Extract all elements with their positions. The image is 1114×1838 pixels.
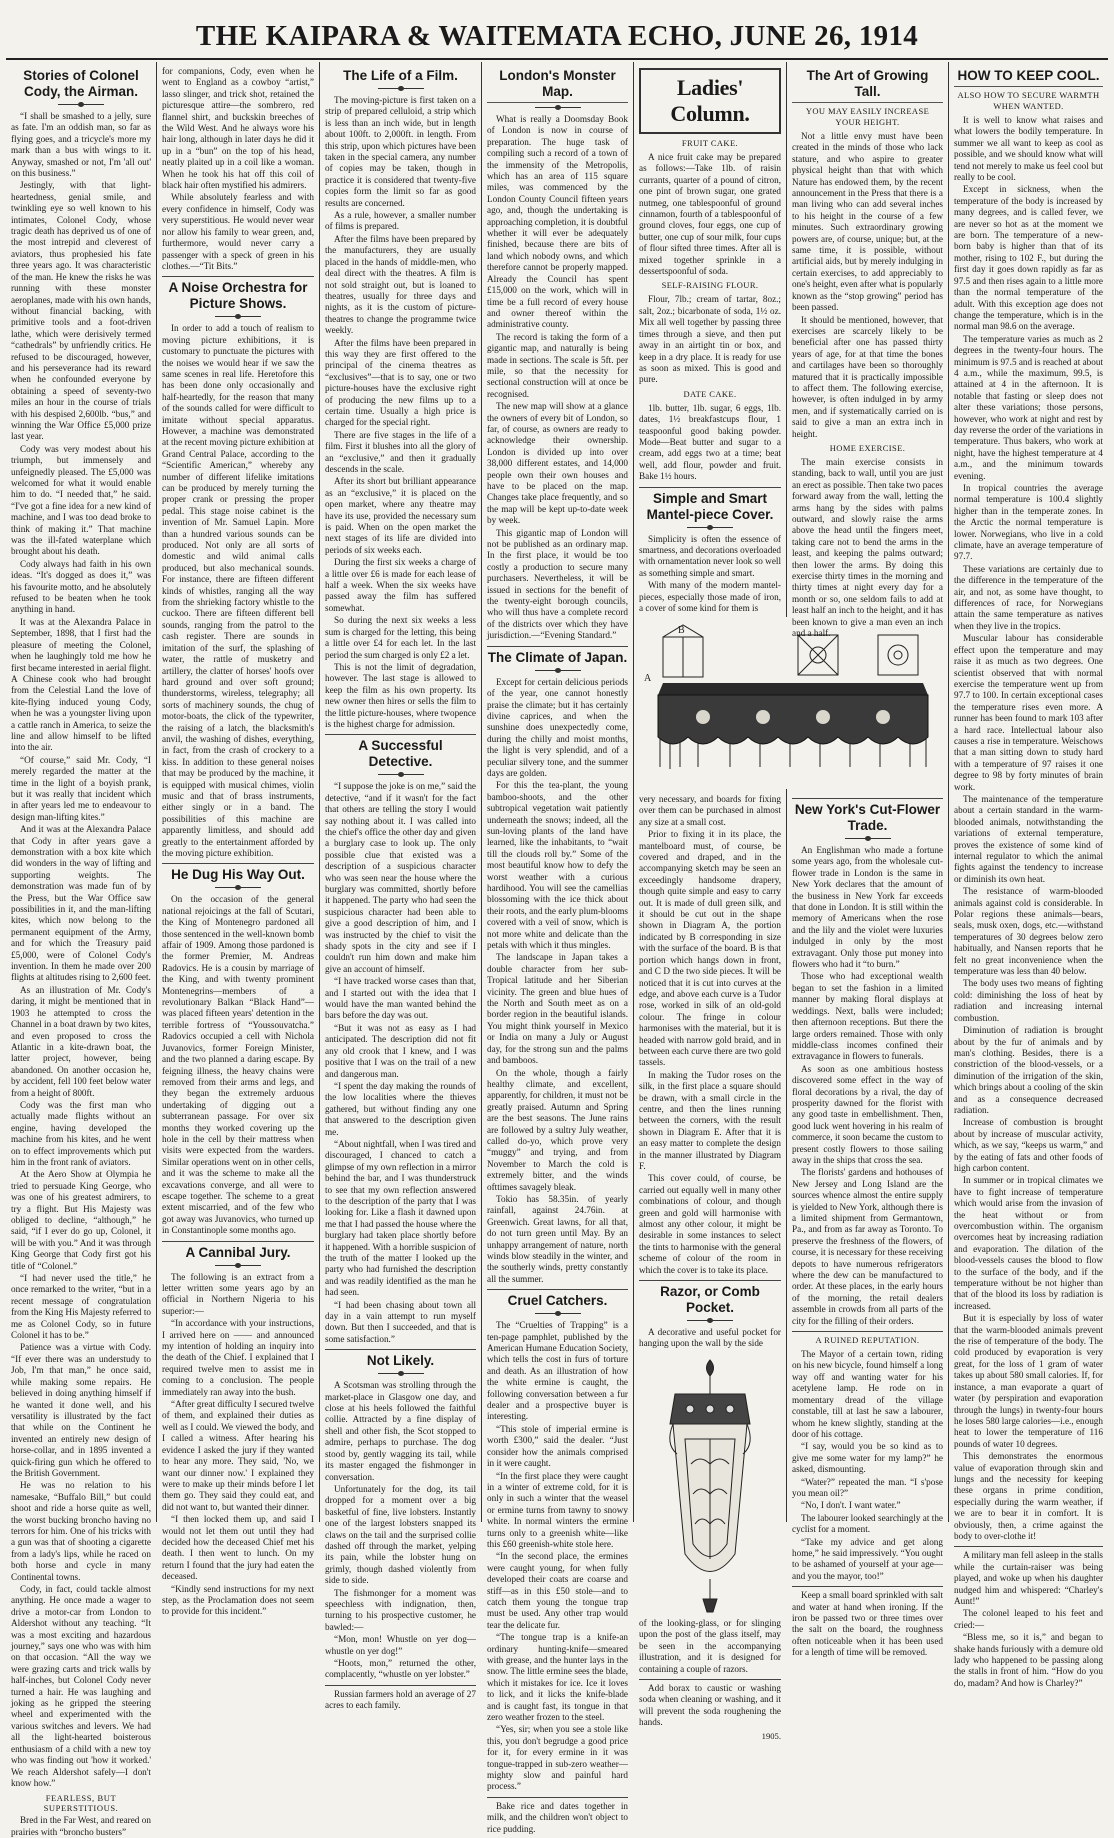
article-paragraph: very necessary, and boards for fixing over them can be purchased in almost any size at a small cost. [639, 794, 781, 827]
article-paragraph: “I had been chasing about town all day in a vain attempt to run myself down. But then I succeeded, and that is some satisfaction.” [325, 1299, 476, 1344]
article-paragraph: Increase of combustion is brought about by increase of muscular activity, which, as we say, “keeps us warm,” and by the eating of fats and other foods of high carbon content. [954, 1117, 1103, 1173]
heading-ornament [535, 105, 581, 110]
article-paragraph: These variations are certainly due to the difference in the temperature of the air, and not, as some have thought, to differences of race, for Norwegians attain the same temperature as natives when they live in the tropics. [954, 563, 1103, 631]
article-paragraph: Muscular labour has considerable effect upon the temperature and may raise it as much as two degrees. One scientist observed that with normal exercise the temperature went up from 97.7 to 100. In certain exceptional cases the temperature rises even more. A runner has been found to mark 103 after a hard race. Intellectual labour also causes a rise in temperature. Weischows that a man sitting down to study hard with a temperature of 97 raises it one degree to 98 by forty minutes of brain work. [954, 633, 1103, 792]
article-paragraph: As soon as one ambitious hostess discovered some effect in the way of floral decorations by a rival, the day of prosperity dawned for the florist with any good taste in embellishment. Then, good luck went hovering in his realm of commerce, it soon became the custom to present costly flowers to those sailing away in the ships that cross the sea. [792, 1063, 943, 1165]
article-paragraph: “In accordance with your instructions, I arrived here on —— and announced my intention of holding an inquiry into the death of the Chief. I explained that I required twelve men to assist me in coming to a conclusion. The people immediately ran away into the bush. [162, 1318, 314, 1397]
article-paragraph: He was no relation to his namesake, “Buffalo Bill,” but could shoot and ride a horse quite as well, the worst bucking broncho having no terrors for him. One of his tricks with a gun was that of shooting a cigarette from a lady's lips, while he raced on both horse and cycle in many Continental towns. [11, 1480, 151, 1582]
subheading-fearless: FEARLESS, BUT SUPERSTITIOUS. [43, 1793, 119, 1814]
article-divider [325, 1685, 476, 1686]
recipe-paragraph: 1lb. butter, 1lb. sugar, 6 eggs, 1lb. dates, 1½ breakfastcups flour, 1 teaspoonful good baking powder. Mode—Beat butter and sugar to a cream, add eggs two at a time; beat well, add flour, powder and fruit. Bake 1½ hours. [639, 402, 781, 482]
article-paragraph: While absolutely fearless and with every confidence in himself, Cody was very superstitious. He would never wear nor allow his family to wear green, and, furthermore, would never carry a passenger with a speck of green in his clothes.—“Tit Bits.” [162, 192, 314, 271]
article-paragraph: “Yes, sir; when you see a stole like this, you don't begrudge a good price for it, for every ermine in it was tongue-trapped in sub-zero weather—mighty slow and painful hard process.” [487, 1724, 628, 1792]
article-paragraph: for companions, Cody, even when he went to England as a cowboy “artist,” lasso slinger, and trick shot, retained the picturesque attire—the sombrero, red flannel shirt, and buckskin breeches of the Wild West. And he always wore his hair long, although in later days he did it up in a “bun” on the top of his head, neatly plaited up in a coil like a woman. When he took his hat off this coil of black hair often mystified his admirers. [162, 66, 314, 191]
article-paragraph: The “Cruelties of Trapping” is a ten-page pamphlet, published by the American Humane Education Society, which tells the cost in furs of torture and death. As an illustration of how the white ermine is caught, the following conversation between a fur dealer and a prospective buyer is interesting. [487, 1320, 628, 1422]
diagram-label-b: B [678, 625, 685, 636]
article-paragraph: As an illustration of Mr. Cody's daring, it might be mentioned that in 1903 he attempted to cross the Channel in a boat drawn by two kites, and even proposed to cross the Atlantic in a kite-drawn boat, the latter project, however, being abandoned. On another occasion he, by accident, fell 100 feet below water from a height of 800ft. [11, 984, 151, 1098]
article-paragraph: After the films have been prepared by the manufacturers, they are usually placed in the hands of middle-men, who deal direct with the theatres. A film is not sold straight out, but is loaned to theatres, usually for three days and nights, as it is the custom of picture-theatres to change the programme twice weekly. [325, 233, 476, 336]
article-paragraph: “But it was not as easy as I had anticipated. The description did not fit any old crook that I knew, and I was positive that I was on the trail of a new and dangerous man. [325, 1022, 476, 1079]
article-paragraph: Cody, in fact, could tackle almost anything. He once made a wager to drive a motor-car from London to Aldershot without any teaching. “It was a most exciting and hazardous journey,” says one who was with him on that occasion. “All the way we were grazing carts and trick walls by half-inches, but Colonel Cody never turned a hair. He was laughing and joking as he gripped the steering wheel and experimented with the various switches and levers. We had all the light-hearted boisterous enthusiasm of a child with a new toy who was finding out 'how it worked.' We reach Aldershot safely—I don't know how.” [11, 1584, 151, 1788]
article-paragraph: of the looking-glass, or for slinging upon the post of the glass itself, may be seen in the accompanying illustration, and it is designed for containing a couple of razors. [639, 1617, 781, 1674]
article-paragraph: In tropical countries the average normal temperature is 100.4 slightly higher than in the temperate zones. In the Arctic the normal temperature is lower. Norwegians, who live in a cold climate, have an average temperature of 97.7. [954, 483, 1103, 562]
article-paragraph: “Hoots, mon,” returned the other, complacently, “whustle on yer lobster.” [325, 1658, 476, 1680]
article-paragraph: “In the first place they were caught in a winter of extreme cold, for it is only in such a winter that the weasel or ermine turns from tawny to snowy white. In normal winters the ermine turns only to a greenish white—like this £60 greenish-white stole here. [487, 1470, 628, 1549]
article-paragraph: Patience was a virtue with Cody. “If ever there was an understudy to Job, I'm that man,” he once said, while making some repairs. He believed in doing anything himself if he wanted it done well, and his versatility is illustrated by the fact that while on the Continent he invented an entirely new design of horse-collar, and in 1895 invented a quick-firing gun which he offered to the British Government. [11, 1342, 151, 1478]
heading-ornament [378, 772, 424, 777]
article-heading-cody: Stories of Colonel Cody, the Airman. [23, 68, 139, 99]
filler-paragraph: Bake rice and dates together in milk, and the children won't object to rice pudding. [487, 1800, 628, 1834]
article-heading-map: London's Monster Map. [487, 68, 628, 103]
article-paragraph: The Mayor of a certain town, riding on his new bicycle, found himself a long way off and wanting water for his acetylene lamp. He rode on in momentary dread of the village constable, till at last he saw a labourer, whom he knew slightly, standing at the door of his cottage. [792, 1349, 943, 1439]
column-5-lower [634, 790, 786, 1741]
article-paragraph: A decorative and useful pocket for hanging upon the wall by the side [639, 1327, 781, 1349]
article-paragraph: Those who had exceptional wealth began to set the fashion in a limited manner by making floral displays at weddings. Next, balls were included; then afternoon receptions. But there the large orders remained. Those with only middle-class incomes confined their extravagance in flowers to funerals. [792, 971, 943, 1062]
article-paragraph: This cover could, of course, be carried out equally well in many other combinations of colour, and though green and gold will harmonise with almost any other colour, it might be desirable in some instances to select the tints to harmonise with the general scheme of colour of the room in which the cover is to take its place. [639, 1173, 781, 1275]
article-paragraph: Tokio has 58.35in. of yearly rainfall, against 24.76in. at Greenwich. Great lawns, for all that, do not turn green until May. By an unhappy arrangement of nature, north winds blow steadily in the winter, and the southerly winds, pretty constantly all the summer. [487, 1193, 628, 1284]
article-paragraph: “I had never used the title,” he once remarked to the writer, “but in a recent message of congratulation from the King His Majesty referred to me as Colonel Cody, so in future Colonel it has to be.” [11, 1273, 151, 1341]
article-heading-razor: Razor, or Comb Pocket. [660, 1284, 760, 1316]
column-1 [6, 62, 156, 1837]
article-paragraph: Cody was very modest about his triumph, but immensely and unfeignedly pleased. The £5,000 was welcomed for what it would enable him to do. “I needed that,” he said. “I've got a fine idea for a new kind of machine, and I was too dead broke to think of making it.” That machine was the ill-fated waterplane which brought about his death. [11, 443, 151, 557]
article-paragraph: “I shall be smashed to a jelly, sure as fate. I'm an oddish man, so far as flying goes, and a tricycle's more my mark than a bus with wings to it. Anyway, smashed or not, I'm 'all out' on this business.” [11, 111, 151, 179]
article-paragraph: The temperature varies as much as 2 degrees in the twenty-four hours. The minimum is 97.5 and is reached at about 4 a.m., while the maximum, 99.5, is attained at 4 in the afternoon. It is notable that fasting or sleep does not alter these variations; those persons, however, who work at night and rest by day reverse the order of the variations in temperature. Thus bakers, who work at night, have the highest temperature at 4 a.m., and the minimum towards evening. [954, 333, 1104, 481]
article-paragraph: This gigantic map of London will not be published as an ordinary map. In the first place, it would be too costly a production to secure many purchasers. Nevertheless, it will be issued in sections for the benefit of the twenty-eight borough councils, who will thus have a complete record of the districts over which they have jurisdiction.—“Evening Standard.” [487, 527, 628, 641]
article-divider [162, 863, 314, 864]
column-6 [787, 62, 948, 639]
article-paragraph: “Take my advice and get along home,” he said impressively. “You ought to be ashamed of yourself at your age—and you the mayor, too!” [792, 1536, 943, 1581]
column-4 [482, 62, 633, 1834]
article-paragraph: As a rule, however, a smaller number of films is prepared. [325, 210, 476, 232]
article-heading-likely: Not Likely. [366, 1353, 435, 1369]
subheading-tall: YOU MAY EASILY INCREASE YOUR HEIGHT. [805, 106, 930, 127]
column-3 [320, 62, 481, 1711]
article-paragraph: After its short but brilliant appearance as an “exclusive,” it is placed on the open market, where any theatre may have its use, provided the necessary sum is paid. When on the open market the next stages of its life are divided into periods of six weeks each. [325, 476, 476, 555]
article-paragraph: On the whole, though a fairly healthy climate, and excellent, apparently, for children, it must not be greatly praised. Autumn and Spring are the best seasons. The June rains are followed by a sultry July weather, called do-yo, which prove very “muggy” and trying, and from November to March the cold is extremely bitter, and the winds ofttimes savagely bleak. [487, 1067, 628, 1192]
heading-ornament [845, 836, 891, 841]
article-paragraph: So during the next six weeks a less sum is charged for the letting, this being a little over £4 for each let. In the last period the sum charged is only £2 a let. [325, 615, 476, 660]
column-2 [157, 62, 319, 1617]
article-paragraph: The moving-picture is first taken on a strip of prepared celluloid, a strip which is less than an inch wide, but in length about 100ft. to 2,000ft. in length. From this strip, upon which pictures have been taken in the special camera, any number of copies may be taken, though in practice it is considered that twenty-five copies form the limit so far as good results are concerned. [325, 95, 476, 208]
article-paragraph: Diminution of radiation is brought about by the fur of animals and by man's clothing. Besides, there is a constriction of the blood-vessels, or a diminution of the irrigation of the skin, which brings about a cooling of the skin and as a consequence decreased radiation. [954, 1025, 1103, 1115]
article-paragraph: At the Aero Show at Olympia he tried to persuade King George, who was one of his greatest admirers, to try a flight. But His Majesty was obliged to decline, “although,” he said, “if I ever do go up, Colonel, it will be with you.” And it was through King George that Cody first got his title of “Colonel.” [11, 1169, 151, 1271]
article-divider [639, 1679, 781, 1680]
heading-ornament [535, 1311, 581, 1316]
article-divider [792, 1331, 943, 1332]
anecdote-paragraph: The colonel leaped to his feet and cried:— [954, 1608, 1103, 1630]
article-paragraph: Unfortunately for the dog, its tail dropped for a moment over a big basketful of fine, live lobsters. Instantly one of the largest lobsters snapped its claws on the tail and the surprised collie dashed off through the market, yelping its pain, while the lobster hung on grimly, though dashed violently from side to side. [325, 1483, 476, 1586]
article-paragraph: The fishmonger for a moment was speechless with indignation, then, turning to his prospective customer, he bawled:— [325, 1587, 476, 1632]
newspaper-columns [6, 62, 1108, 1837]
article-paragraph: “In the second place, the ermines were caught young, for when fully developed their coats are coarse and stiff—as in this £50 stole—and to catch them young the tongue trap must be used. Any other trap would tear the delicate fur. [487, 1551, 628, 1630]
article-paragraph: And it was at the Alexandra Palace that Cody in after years gave a demonstration with a box kite which did wonders in the way of lifting and supporting weights. The demonstration was made fun of by the Press, but the War Office saw possibilities in it, and the man-lifting kites, which now belong to the permanent equipment of the Army, and for which the Treasury paid £5,000, were of Colonel Cody's invention. In them he made over 200 flights at altitudes rising to 2,600 feet. [11, 824, 151, 983]
mantelpiece-illustration [638, 617, 944, 789]
recipe-heading-fruit-cake: FRUIT CAKE. [681, 138, 739, 148]
diagram-label-a: A [644, 673, 652, 684]
heading-ornament [215, 885, 261, 890]
article-paragraph: “After great difficulty I secured twelve of them, and explained their duties as well as I could. We viewed the body, and I called a witness. After hearing his evidence I asked the jury if they wanted to hear any more. They said, 'No, we want our dinner now.' I explained they were to make up their minds before I let them go. They said they could eat, and did not want to, but wanted their dinner. [162, 1399, 314, 1512]
article-divider [639, 487, 781, 488]
article-divider [639, 1280, 781, 1281]
heading-ornament [687, 1318, 733, 1323]
article-paragraph: In order to add a touch of realism to moving picture exhibitions, it is customary to punctuate the pictures with the noises we would hear if we saw the same scenes in real life. Heretofore this has been done only occasionally and half-heartedly, for the reason that many of the sounds called for were difficult to imitate without special apparatus. However, a machine was demonstrated at the recent moving picture exhibition at Grand Central Palace, according to the “Scientific American,” whereby any number of different lifelike imitations can be produced by merely turning the proper crank or pressing the proper pedal. This stage noise cabinet is the invention of Mr. Samuel Lapin. More than a hundred various sounds can be produced. Not only are all sorts of domestic and wild animal calls produced, but also mechanical sounds. For instance, there are fifteen different kinds of whistles, ranging all the way from the shrieking factory whistle to the cuckoo. There are fifteen different bell sounds, ranging from the patrol to the cash register. There are sounds in imitation of the surf, the splashing of water, the rattle of musketry and artillery, the clatter of horses' hoofs over hard ground and over soft ground; thunderstorms, wireless, telegraphy; all sorts of machinery sounds, the chug of motor-boats, the click of the typewriter, the raising of a latch, the blacksmith's anvil, the washing of dishes, everything, in fact, from the crash of crockery to a kiss. In addition to these general noises that may be produced by the machine, it is equipped with musical chimes, violin music and that of brass instruments, either singly or in a band. The possibilities of this machine are apparently limitless, and should add greatly to the entertainment afforded by the moving picture exhibition. [162, 323, 314, 858]
filler-paragraph: Russian farmers hold an average of 27 acres to each family. [325, 1688, 476, 1711]
article-divider [487, 1797, 628, 1798]
article-heading-japan: The Climate of Japan. [487, 649, 628, 665]
heading-ornament [535, 668, 581, 673]
article-heading-dug: He Dug His Way Out. [171, 867, 305, 883]
article-paragraph: It was at the Alexandra Palace in September, 1898, that I first had the pleasure of meeting the Colonel, when he laughingly told me how he first became interested in aerial flight. A Chinese cook who had brought from the Celestial Land the love of kite-flying induced young Cody, when he was a youngster living upon a cattle ranch in America, to seize the line and allow himself to be lifted into the air. [11, 616, 151, 753]
article-paragraph: A Scotsman was strolling through the market-place in Glasgow one day, and close at his heels followed the faithful collie. Attracted by a fine display of shell and other fish, the Scot stopped to admire, perhaps to purchase. The dog stood by, gently wagging its tail, while its master engaged the fishmonger in conversation. [325, 1380, 476, 1482]
anecdote-paragraph: “Bless me, so it is,” and began to shake hands furiously with a demure old lady who happened to be passing along the stalls in front of him. “How do you do, madam? And how is Charley?” [954, 1632, 1104, 1688]
article-paragraph: “The tongue trap is a knife-an ordinary hunting-knife—smeared with grease, and the hunter lays in the snow. The little ermine sees the blade, which it mistakes for ice. Ice it loves to lick, and it licks the knife-blade and is caught fast, its tongue in that zero weather frozen to the steel. [487, 1632, 628, 1723]
article-divider [325, 1349, 476, 1350]
recipe-heading-date-cake: DATE CAKE. [683, 388, 737, 399]
subheading-home-exercise: HOME EXERCISE. [829, 442, 906, 453]
article-paragraph: “Water?” repeated the man. “I s'pose you mean oil?” [792, 1476, 943, 1498]
newspaper-title: THE KAIPARA & WAITEMATA ECHO, JUNE 26, 1914 [195, 20, 919, 52]
article-paragraph: Not a little envy must have been created in the minds of those who lack stature, and who aspire to greater physical height than that with which Nature has endowed them, by the recent announcement in the Press that there is a man living who can add several inches to his height in the course of a few minutes. Such extraordinary growing powers are, of course, unique; but, at the same time, it is possible, without artificial aids, but by merely indulging in certain exercises, to add appreciably to one's height, even after what is popularly known as the “stop growing” period has been passed. [792, 131, 943, 313]
heading-ornament [215, 314, 261, 319]
filler-paragraph: Add borax to caustic or washing soda when cleaning or washing, and it will prevent the soda roughening the hands. [639, 1682, 781, 1728]
masthead-rule [6, 58, 1108, 60]
column-6-lower [787, 790, 948, 1658]
article-heading-tall: The Art of Growing Tall. [792, 68, 943, 103]
article-divider [487, 1289, 628, 1290]
article-paragraph: Except in sickness, when the temperature of the body is increased by many degrees, and is called fever, we are never so hot as at the moment we are born. The temperature of a new-born baby is higher than that of its mother, rising to 102 F., but during the first day it goes down rapidly as far as 97.5 and then rises again to a little more than the normal temperature of the adult. With this exception age does not change the temperature, which is in the normal man 98.6 on the average. [954, 184, 1103, 332]
article-paragraph: With many of the modern mantel-pieces, especially those made of iron, a cover of some kind for them is [639, 580, 781, 613]
article-paragraph: It should be mentioned, however, that exercises are scarcely likely to be beneficial after one has passed thirty years of age, for at that time the bones and cartilages have been so thoroughly matured that it is practically impossible to affect them. The following exercise, however, is often indulged in by army men, and if systematically carried on is said to give a man an extra inch in height. [792, 314, 943, 439]
article-paragraph: Simplicity is often the essence of smartness, and decorations overloaded with ornamentation never look so well as something simple and smart. [639, 533, 781, 578]
article-paragraph: Bred in the Far West, and reared on prairies with “broncho busters” [11, 1815, 151, 1837]
article-paragraph: The main exercise consists in standing, back to wall, until you are just an erect as possible. Then take two paces forward away from the wall, letting the arms hang by the sides with palms outward, and slowly raise the arms above the head until the fingers meet, taking care not to bend the arms in the least, and keeping the palms outward; then lower the arms. By doing this exercise thirty times in the morning and thirty times at night every day for a month or so, one seldom fails to add at least half an inch to the height, and it has been known to give a man even an inch and a half. [792, 456, 943, 639]
article-paragraph: The body uses two means of fighting cold: diminishing the loss of heat by radiation and increasing internal combustion. [954, 978, 1103, 1023]
article-paragraph: In summer or in tropical climates we have to fight increase of temperature which would arise from the invasion of the heat without or from overcombustion within. The organism overcomes heat by increasing radiation and evaporation. The dilation of the blood-vessels causes the blood to flow to the surface of the body, and if the temperature without be not higher than that of the blood its loss by radiation is increased. [954, 1175, 1103, 1311]
article-paragraph: In making the Tudor roses on the silk, in the first place a square should be drawn, with a small circle in the centre, and then the lines running between the corners, with the result shown in Diagram E. After that it is an easy matter to complete the design in the manner illustrated by Diagram F. [639, 1069, 781, 1171]
recipe-paragraph: Flour, 7lb.; cream of tartar, 8oz.; salt, 2oz.; bicarbonate of soda, 1½ oz. Mix all well together by passing three times through a sieve, and then put away in an airtight tin or box, and keep in a dry place. It is ready for use as soon as mixed. This is good and pure. [639, 294, 781, 385]
article-divider [162, 276, 314, 277]
article-divider [487, 646, 628, 647]
article-paragraph: “About nightfall, when I was tired and discouraged, I chanced to catch a glimpse of my own reflection in a mirror behind the bar, and I was thunderstruck to see that my own reflection answered to the description of the party that I was looking for. Like a flash it dawned upon me that I had passed the house where the burglary had taken place shortly before it happened. With a horrible suspicion of the truth of the matter I looked up the party who had furnished the description and was readily identified as the man he had seen. [325, 1138, 476, 1298]
article-paragraph: The new map will show at a glance the owners of every bit of London, so far, of course, as owners are ready to acknowledge their ownership. London is divided up into over 38,000 different estates, and 14,000 people own their own houses and have to be placed on the map. Changes take place frequently, and so the map will be kept up-to-date week by week. [487, 401, 628, 526]
subheading-ruined-reputation: A RUINED REPUTATION. [815, 1335, 920, 1346]
article-paragraph: An Englishman who made a fortune some years ago, from the wholesale cut-flower trade in London is the same in New York declares that the amount of the business in New York far exceeds that done in London. It is still within the memory of Americans when the rose and the lily and the violet were luxuries indulged in only by the most extravagant. Only those put money into flowers who had it “to burn.” [792, 845, 943, 970]
mantelpiece-cover-drawing [638, 617, 944, 789]
article-paragraph: It is well to know what raises and what lowers the bodily temperature. In summer we all want to keep as cool as possible, and we should know what will tend not merely to make us feel cool but really to be cool. [954, 115, 1103, 183]
filler-paragraph: Keep a small board sprinkled with salt and water at hand when ironing. If the iron be passed two or three times over the salt on the board, the roughness often noticeable when it has been used for a length of time will be removed. [792, 1590, 943, 1658]
article-divider [162, 1241, 314, 1242]
article-paragraph: This demonstrates the enormous value of evaporation through skin and lungs and the necessity for keeping these organs in prime condition, especially during the warm weather, if we are to bear it in comfort. It is obviously, then, a crime against the body to over-clothe it! [954, 1451, 1103, 1541]
recipe-heading-flour: SELF-RAISING FLOUR. [661, 280, 759, 291]
masthead [0, 0, 1114, 62]
heading-ornament [378, 86, 424, 91]
article-heading-jury: A Cannibal Jury. [185, 1244, 291, 1260]
article-paragraph: For this the tea-plant, the young bamboo-shoots, and the other subtropical vegetation wait patiently underneath the snows; indeed, all the sun-loving plants of the land have learned, like the inhabitants, to “wait till the clouds roll by.” Some of the most beautiful know how to defy the worst weather with a curious hardihood. You will see the camellias blossoming with the ice thick about their roots, and the early plum-blooms covered with a veil of snow, which is not more white and delicate than the petals with which it thus mingles. [487, 780, 628, 951]
article-paragraph: Prior to fixing it in its place, the mantelboard must, of course, be covered and draped, and in the accompanying sketch may be seen an exceedingly handsome drapery, though quite simple and easy to carry out. It is made of dull green silk, and it should be cut out in the shape shown in Diagram A, the portion indicated by B corresponding in size with the surface of the board. B is that portion which hangs down in front, and C D the two side pieces. It will be noticed that it is cut into curves at the edge, and above each curve is a Tudor rose, worked in silk of an old-gold colour. The fringe in colour harmonises with the material, but it is headed with narrow gold braid, and in between each curve there are two gold tassels. [639, 829, 781, 1068]
heading-ornament [687, 525, 733, 530]
article-paragraph: The maintenance of the temperature about a certain standard in the warm-blooded animals, notwithstanding the variations of external temperature, proves the existence of some kind of internal regulator to which the animal fights against the tendency to increase or diminish its own heat. [954, 793, 1103, 884]
article-paragraph: The florists' gardens and hothouses of New Jersey and Long Island are the sources whence almost the entire supply is yielded to New York, although there is a limited shipment from Germantown, Pa., and from as far away as Toronto. To preserve the freshness of the flowers, of course, it is necessary for these receiving depots to have numerous refrigerators where the dew can be manufactured to order. At these places, in the early hours of the morning, the retail dealers assemble in crowds from all parts of the city for the filling of their orders. [792, 1167, 943, 1326]
article-heading-ladies: Ladies' Column. [670, 75, 750, 126]
heading-ornament [215, 1263, 261, 1268]
article-paragraph: “I then locked them up, and said I would not let them out until they had decided how the deceased Chief met his death. I then went to lunch. On my return I found that the jury had eaten the deceased. [162, 1514, 314, 1582]
heading-ornament [58, 102, 104, 107]
razor-pocket-illustration [655, 1354, 765, 1614]
article-divider [325, 734, 476, 735]
article-paragraph: Except for certain delicious periods of the year, one cannot honestly praise the climate; but it has certainly divine caprices, and when the sunshine does unexpectedly come, during the chilly and moist months, the light is very splendid, and of a peculiar silvery tone, and the summer days are golden. [487, 676, 628, 778]
article-divider [954, 1546, 1103, 1547]
article-paragraph: “Mon, mon! Whustle on yer dog—whustle on yer dog!” [325, 1634, 476, 1656]
article-paragraph: The landscape in Japan takes a double character from her sub-Tropical latitude and her Siberian vicinity. The green and blue hues of the North and South meet as on a border region in the beautiful islands. You might think yourself in Mexico or India on many a July or August day, for the strong sun and the palms and bamboos. [487, 952, 628, 1066]
article-paragraph: The resistance of warm-blooded animals against cold is considerable. In Polar regions these animals—bears, seals, musk oxen, dogs, etc.—withstand temperatures of 30 degrees below zero habitually, and Nansen reports that he felt no great inconvenience when the temperature was less than 40 below. [954, 886, 1103, 977]
article-divider [792, 1586, 943, 1587]
article-paragraph: After the films have been prepared in this way they are first offered to the principal of the cinema theatres as “exclusives”—that is to say, one or two picture-houses have the exclusive right of producing the new films up to a certain time. Usually a high price is charged for the special right. [325, 337, 476, 428]
article-paragraph: “Of course,” said Mr. Cody, “I merely regarded the matter at the time in the light of a boyish prank, but it was really that incident which in after years led me to endeavour to design man-lifting kites.” [11, 754, 151, 822]
article-paragraph: This is not the limit of degradation, however. The last stage is allowed to keep the film as his own property. Its new owner then hires or sells the film to the little picture-houses, where twopence is the highest charge for admission. [325, 661, 476, 729]
footnote-number: 1905. [761, 1730, 781, 1741]
article-paragraph: What is really a Doomsday Book of London is now in course of preparation. The huge task of compiling such a record of a town of the immensity of the Metropolis, which has an area of 115 square miles, was commenced by the London County Council fifteen years ago, and, though the undertaking is approaching completion, it is doubtful whether it will ever be adequately finished, because there are bits of land which nobody owns, and which therefore cannot be properly mapped. Already the Council has spent £15,000 on the work, which will in time be a full record of every house and owner thereof within the administrative county. [487, 114, 628, 330]
article-paragraph: “I have tracked worse cases than that, and I started out with the idea that I would have the man wanted behind the bars before the day was out. [325, 976, 476, 1021]
article-paragraph: Jestingly, with that light-heartedness, genial smile, and twinkling eye so well known to his intimates, Colonel Cody, whose tragic death has deprived us of one of the most intrepid and cleverest of aviators, thus prophesied his fate three years ago. It was characteristic of the man. He knew the risks he was running with these monster aeroplanes, made with his own hands, without financial backing, with primitive tools and a foot-driven lathe, which were derisively termed “cathedrals” by unfriendly critics. He refused to be discouraged, however, and his perseverance had its reward when he confounded everyone by obtaining a speed of seventy-two miles an hour in the course of trials with his despised 2,600lb. “bus,” and winning the War Office £5,000 prize last year. [11, 180, 151, 442]
article-heading-film: The Life of a Film. [343, 68, 458, 83]
article-paragraph: During the first six weeks a charge of a little over £6 is made for each lease of half a week. When the six weeks have passed away the film has suffered somewhat. [325, 557, 476, 613]
article-heading-detective: A Successful Detective. [358, 738, 443, 770]
article-paragraph: The record is taking the form of a gigantic map, and naturally is being made in sections. The scale is 5ft. per mile, so that the necessity for sectional construction will at once be recognised. [487, 331, 628, 399]
article-paragraph: But it is especially by loss of water that the warm-blooded animals prevent the rise of temperature of the body. The cold produced by evaporation is very great, for the loss of 1 gram of water takes up about 580 small calories. If, for instance, a man evaporate a quart of water (by perspiration and evaporation through the lungs) in twenty-four hours he loses 580 large calories—i.e., enough heat to lower the temperature of 116 pounds of water 10 degrees. [954, 1313, 1103, 1449]
article-heading-cruel: Cruel Catchers. [507, 1293, 608, 1309]
subheading-keep-cool: ALSO HOW TO SECURE WARMTH WHEN WANTED. [957, 90, 1100, 111]
article-heading-new-york: New York's Cut-Flower Trade. [794, 802, 941, 833]
article-paragraph: “I say, would you be so kind as to give me some water for my lamp?” he asked, dismounting. [792, 1441, 943, 1475]
article-paragraph: Cody was the first man who actually made flights without an engine, having developed the machine from his kites, and he went on to effect improvements which put him in the front rank of aviators. [11, 1099, 151, 1167]
article-heading-noise: A Noise Orchestra for Picture Shows. [168, 280, 308, 312]
article-paragraph: The labourer looked searchingly at the cyclist for a moment. [792, 1512, 943, 1535]
recipe-paragraph: A nice fruit cake may be prepared as follows:—Take 1lb. of raisin currants, quarter of a pound of citron, one pint of brown sugar, one grated nutmeg, one tablespoonful of ground cinnamon, fourth of a tablespoonful of ground cloves, four eggs, one cup of butter, one cup of sour milk, four cups of flour sifted three times. After all is mixed together sprinkle in a dessertspoonful of soda. [639, 152, 781, 277]
article-paragraph: On the occasion of the general national rejoicings at the fall of Scutari, the King of Montenegro pardoned all those sentenced in the well-known bomb affair of 1909. Among those pardoned is the former Premier, M. Andreas Radovics. He is a cousin by marriage of the King, and with twenty prominent Montenegrins—members of a revolutionary Balkan “Black Hand”—was placed fifteen years' detention in the terrible fortress of “Youssouvatcha.” Radovics occupied a cell with Nichola Juvanovics, former Foreign Minister, and the two planned a daring escape. By feigning illness, the heavy chains were removed from their arms and legs, and they began the extremely arduous undertaking of digging out a subterranean passage. For over six months they worked covering up the hole in the cell by their mattress when visits were expected from the warders. Similar operations went on in other cells, and it was the scheme to make all the excavations converge, and all were to escape together. The scheme to a great extent miscarried, and of the few who got away was Juvanovics, who turned up in Constantinople some months ago. [162, 894, 314, 1236]
article-paragraph: “I suppose the joke is on me,” said the detective, “and if it wasn't for the fact that others are telling the story I would say nothing about it. I was called into the chief's office the other day and given a burglary case to look up. The only possible clue that existed was a description of a suspicious character who was seen near the house where the burglary was committed, shortly before it happened. The party who had seen the suspicious character had been able to give a good description of him, and I was instructed by the chief to visit the shady spots in the city and see if I couldn't run him down and make him give an account of himself. [325, 781, 476, 974]
article-heading-mantel: Simple and Smart Mantel-piece Cover. [646, 490, 774, 522]
article-paragraph: “I spent the day making the rounds of the low localities where the thieves gathered, but without finding any one that answered to the description given me. [325, 1080, 476, 1137]
article-paragraph: The following is an extract from a letter written some years ago by an official in Northern Nigeria to his superior:— [162, 1271, 314, 1316]
article-paragraph: “Kindly send instructions for my next step, as the Proclamation does not seem to provide for this incident.” [162, 1583, 314, 1617]
article-paragraph: Cody always had faith in his own ideas. “It's dogged as does it,” was his favourite motto, and he absolutely refused to be beaten when he took anything in hand. [11, 558, 151, 615]
anecdote-paragraph: A military man fell asleep in the stalls while the curtain-raiser was being played, and woke up when his daughter nudged him and whispered: “Charley's Aunt!” [954, 1550, 1103, 1606]
article-paragraph: There are five stages in the life of a film. First it blushes into all the glory of an “exclusive,” and then it gradually descends in the scale. [325, 429, 476, 474]
article-divider [792, 798, 943, 799]
column-7 [949, 62, 1108, 1688]
article-paragraph: “No, I don't. I want water.” [801, 1500, 901, 1511]
heading-ornament [378, 1371, 424, 1376]
ladies-column-banner [639, 68, 781, 134]
article-heading-keep-cool: HOW TO KEEP COOL. [954, 68, 1103, 87]
article-paragraph: “This stole of imperial ermine is worth £300,” said the dealer. “Just consider how the animals comprised in it were caught. [487, 1423, 628, 1469]
